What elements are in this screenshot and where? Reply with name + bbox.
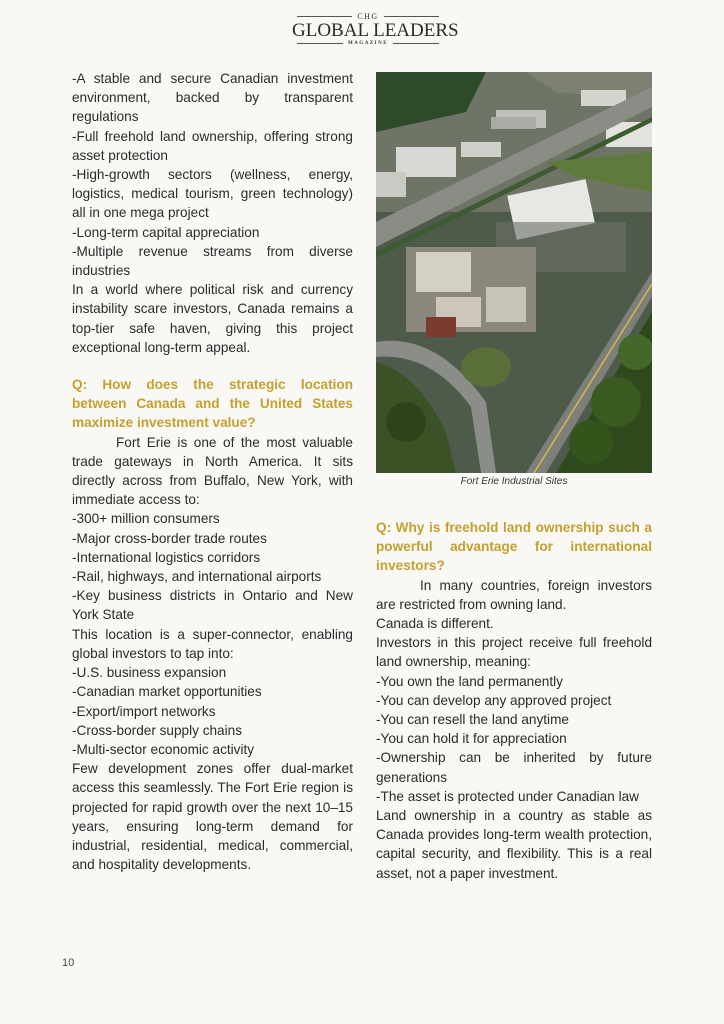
question-heading-freehold: Q: Why is freehold land ownership such a powerful advantage for international investors?	[376, 520, 652, 574]
connector-item: -Export/import networks	[72, 703, 216, 719]
masthead-rule	[393, 43, 439, 44]
photo-caption: Fort Erie Industrial Sites	[460, 476, 568, 487]
ownership-item: -The asset is protected under Canadian law	[376, 788, 639, 804]
access-item: -International logistics corridors	[72, 549, 261, 565]
ownership-item: -You own the land permanently	[376, 673, 563, 689]
masthead-title: GLOBAL LEADERS	[292, 20, 459, 41]
ownership-item: -You can hold it for appreciation	[376, 731, 567, 747]
aerial-photo-illustration	[376, 72, 652, 473]
page-number: 10	[62, 957, 75, 969]
ownership-intro: Investors in this project receive full freehold land ownership, meaning:	[376, 635, 652, 670]
connector-item: -Cross-border supply chains	[72, 722, 242, 738]
benefit-item: -High-growth sectors (wellness, energy, logistics, medical tourism, green technology) all in one mega project	[72, 167, 353, 221]
connector-item: -Multi-sector economic activity	[72, 741, 255, 757]
right-column	[376, 518, 652, 883]
benefit-item: -Full freehold land ownership, offering strong asset protection	[72, 128, 353, 163]
answer-lead: Fort Erie is one of the most valuable trade gateways in North America. It sits directly across from Buffalo, New York, with immediate access to:	[72, 434, 353, 508]
masthead-bottom-row	[292, 40, 444, 47]
ownership-item: -You can resell the land anytime	[376, 712, 569, 728]
ownership-item: -Ownership can be inherited by future generations	[376, 750, 652, 785]
connector-item: -Canadian market opportunities	[72, 684, 262, 700]
benefit-item: -A stable and secure Canadian investment environment, backed by transparent regulations	[72, 71, 353, 125]
statement: Canada is different.	[376, 616, 494, 632]
ownership-item: -You can develop any approved project	[376, 692, 612, 708]
connector-text: This location is a super-connector, enabling global investors to tap into:	[72, 626, 353, 661]
access-item: -300+ million consumers	[72, 511, 220, 527]
closing-paragraph: Land ownership in a country as stable as Canada provides long-term wealth protection, capital security, and flexibility. This is a real asset, not a paper investment.	[376, 808, 652, 881]
benefit-item: -Multiple revenue streams from diverse industries	[72, 243, 353, 279]
answer-lead: In many countries, foreign investors are restricted from owning land.	[376, 577, 652, 612]
masthead-rule	[297, 16, 352, 17]
masthead-brand: CHG	[357, 12, 379, 21]
question-heading-location: Q: How does the strategic location between Canada and the United States maximize investment value?	[72, 377, 353, 431]
left-column	[72, 69, 353, 874]
industrial-sites-photo	[376, 72, 652, 473]
access-item: -Major cross-border trade routes	[72, 530, 267, 546]
closing-paragraph: Few development zones offer dual-market access this seamlessly. The Fort Erie region is projected for rapid growth over the next 10–15 years, ensuring long-term demand for industrial, residential, medical, commercial, and hospitality developments.	[72, 761, 353, 873]
masthead-rule	[384, 16, 439, 17]
benefit-item: -Long-term capital appreciation	[72, 224, 260, 240]
access-item: -Key business districts in Ontario and New York State	[72, 588, 353, 623]
intro-conclusion: In a world where political risk and currency instability scare investors, Canada remains a top-tier safe haven, giving this project exceptional long-term appeal.	[72, 282, 353, 355]
access-item: -Rail, highways, and international airports	[72, 569, 322, 585]
masthead-rule	[297, 43, 343, 44]
connector-item: -U.S. business expansion	[72, 665, 227, 681]
magazine-masthead	[292, 12, 459, 47]
masthead-subtitle: MAGAZINE	[347, 41, 389, 46]
